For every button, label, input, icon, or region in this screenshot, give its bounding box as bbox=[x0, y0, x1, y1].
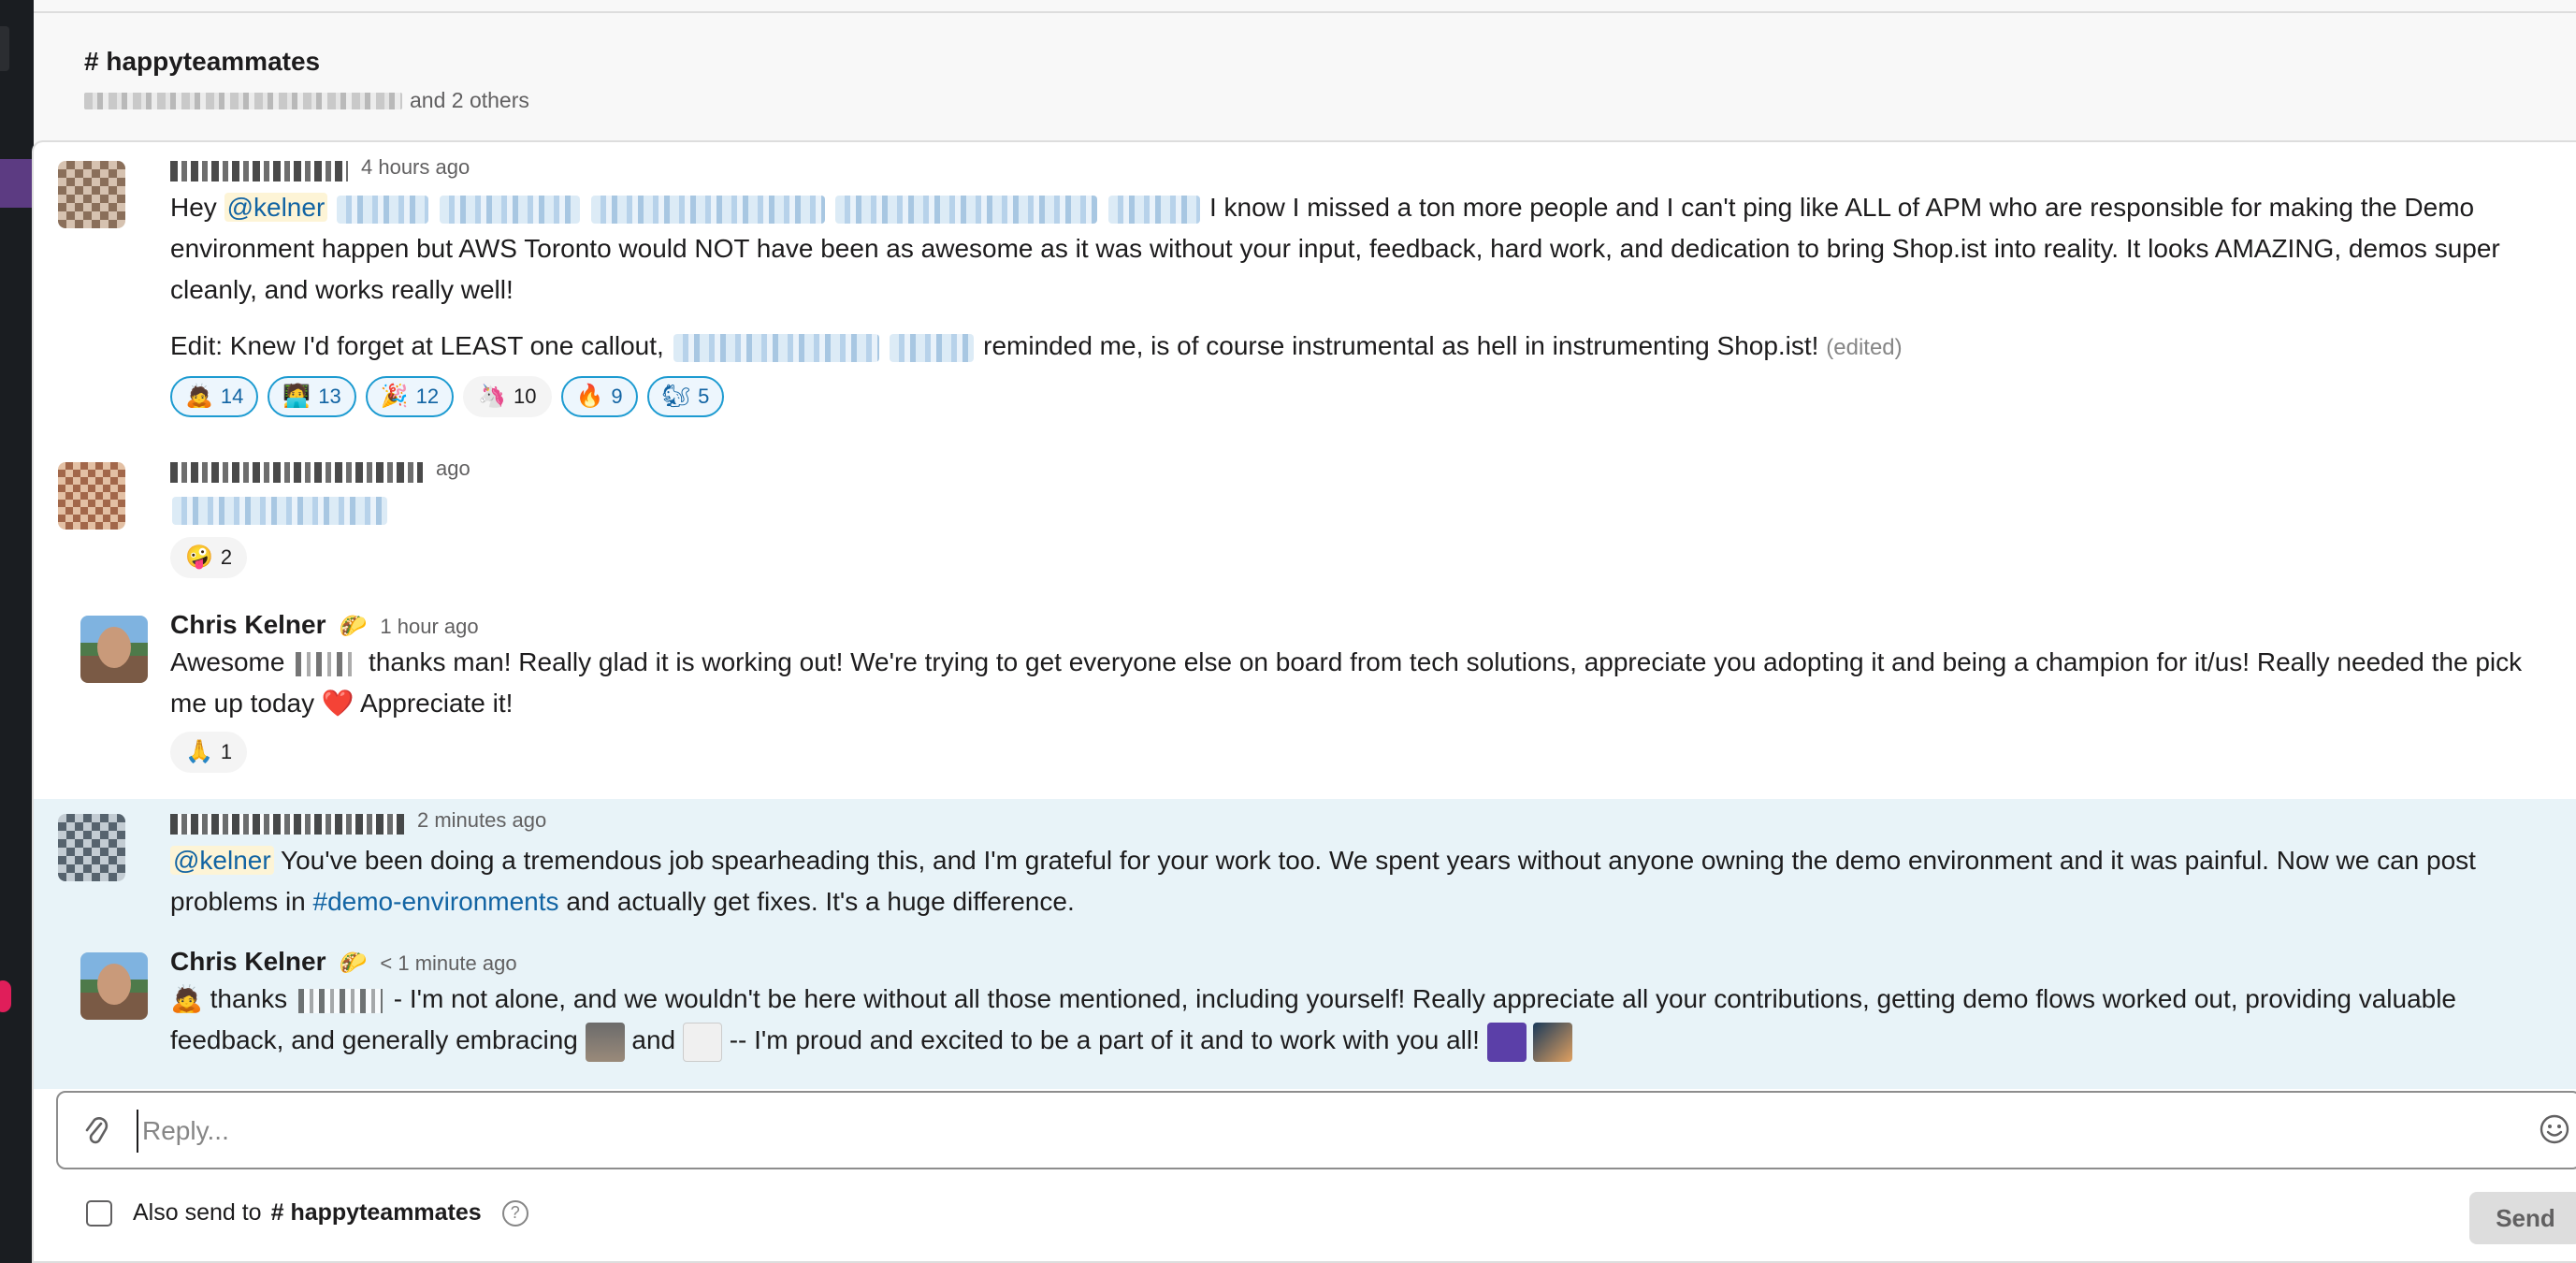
text-segment: Appreciate it! bbox=[360, 689, 514, 718]
timestamp[interactable]: ago bbox=[436, 457, 470, 480]
reactions bbox=[170, 537, 2555, 578]
custom-emoji-team bbox=[1533, 1023, 1572, 1062]
text-segment: thanks man! Really glad it is working out! We're trying to get everyone else on board from tech solutions, appreciate you adopting it and being a champion for it/us! Really needed the pick me up today bbox=[170, 647, 2523, 718]
workspace-sidebar bbox=[0, 0, 34, 1263]
channel-title[interactable] bbox=[84, 47, 529, 77]
reactions bbox=[170, 376, 2555, 417]
reaction-emoji: 🔥 bbox=[575, 384, 604, 409]
reaction-pill[interactable] bbox=[268, 376, 355, 417]
author-name[interactable]: Chris Kelner bbox=[170, 947, 326, 976]
author-name-redacted[interactable] bbox=[170, 814, 404, 835]
timestamp[interactable]: 1 hour ago bbox=[380, 615, 479, 638]
channel-members[interactable] bbox=[84, 88, 529, 113]
text-segment: and bbox=[631, 1025, 676, 1054]
reactions bbox=[170, 732, 2555, 773]
custom-emoji-purple bbox=[1487, 1023, 1527, 1062]
user-mention-redacted[interactable] bbox=[337, 196, 428, 224]
sidebar-active-item[interactable] bbox=[0, 159, 34, 208]
reaction-count: 10 bbox=[514, 385, 537, 408]
send-button[interactable]: Send bbox=[2469, 1192, 2576, 1244]
reaction-pill[interactable] bbox=[647, 376, 725, 417]
user-mention-redacted[interactable] bbox=[591, 196, 825, 224]
reaction-pill[interactable] bbox=[366, 376, 454, 417]
timestamp[interactable]: 4 hours ago bbox=[361, 155, 470, 179]
notification-badge bbox=[0, 980, 11, 1012]
reaction-pill[interactable] bbox=[170, 376, 258, 417]
message-text bbox=[170, 979, 2555, 1062]
reaction-count: 14 bbox=[220, 385, 244, 408]
text-segment: and actually get fixes. It's a huge difference. bbox=[566, 887, 1075, 916]
divider bbox=[34, 11, 2576, 13]
reply-composer bbox=[56, 1091, 2576, 1169]
question-circle-icon[interactable]: ? bbox=[502, 1200, 528, 1227]
message-highlighted bbox=[34, 799, 2576, 945]
message bbox=[34, 451, 2576, 606]
name-redacted bbox=[298, 989, 383, 1013]
paperclip-icon[interactable] bbox=[82, 1115, 112, 1149]
reaction-emoji: 🐿 bbox=[661, 384, 691, 409]
reaction-count: 1 bbox=[220, 740, 233, 763]
author-name[interactable]: Chris Kelner bbox=[170, 610, 326, 639]
reaction-pill[interactable] bbox=[463, 376, 551, 417]
user-mention-redacted[interactable] bbox=[673, 334, 879, 362]
message-text bbox=[170, 840, 2555, 922]
channel-header bbox=[84, 47, 529, 113]
channel-link[interactable]: #demo-environments bbox=[312, 887, 559, 916]
avatar[interactable] bbox=[80, 952, 148, 1020]
status-emoji: 🌮 bbox=[339, 614, 368, 639]
avatar[interactable] bbox=[80, 616, 148, 683]
message-text bbox=[170, 326, 2555, 369]
reaction-emoji: 🧑‍💻 bbox=[282, 384, 311, 409]
name-redacted bbox=[296, 652, 357, 676]
edited-label: (edited) bbox=[1826, 335, 1903, 360]
message-text bbox=[170, 488, 2555, 530]
message-highlighted bbox=[34, 945, 2576, 1089]
smiley-icon[interactable] bbox=[2537, 1113, 2572, 1149]
reaction-pill[interactable] bbox=[170, 732, 247, 773]
reply-input[interactable] bbox=[137, 1110, 2494, 1153]
reaction-pill[interactable] bbox=[561, 376, 638, 417]
message-text bbox=[170, 642, 2555, 724]
reaction-emoji: 🦄 bbox=[478, 384, 507, 409]
reaction-emoji: 🎉 bbox=[380, 384, 409, 409]
reaction-count: 5 bbox=[698, 385, 710, 408]
avatar[interactable] bbox=[58, 462, 125, 530]
members-suffix: and 2 others bbox=[410, 88, 529, 112]
user-mention[interactable]: @kelner bbox=[170, 846, 274, 875]
composer-footer bbox=[86, 1199, 528, 1227]
also-send-label: Also send to bbox=[133, 1199, 262, 1226]
avatar[interactable] bbox=[58, 814, 125, 881]
bow-emoji: 🙇 bbox=[170, 984, 203, 1013]
user-mention-redacted[interactable] bbox=[1108, 196, 1200, 224]
member-names-redacted bbox=[84, 93, 402, 109]
user-mention[interactable]: @kelner bbox=[224, 193, 328, 222]
reaction-emoji: 🙏 bbox=[185, 739, 213, 764]
reaction-count: 9 bbox=[611, 385, 623, 408]
reaction-count: 13 bbox=[318, 385, 341, 408]
author-name-redacted[interactable] bbox=[170, 462, 423, 483]
text-segment: I know I missed a ton more people and I can't ping like ALL of APM who are responsible for making the Demo environment happen but AWS Toronto would NOT have been as awesome as it was without your input, feedback, hard work, and dedication to bring Shop.ist into reality. It looks AMAZING, demos super cleanly, and works really well! bbox=[170, 193, 2500, 304]
text-segment: thanks bbox=[210, 984, 288, 1013]
author-name-redacted[interactable] bbox=[170, 161, 348, 181]
link-redacted[interactable] bbox=[172, 497, 387, 525]
text-segment: Edit: Knew I'd forget at LEAST one callout, bbox=[170, 331, 664, 360]
timestamp[interactable]: 2 minutes ago bbox=[417, 808, 547, 832]
reaction-emoji: 🤪 bbox=[185, 544, 213, 570]
heart-emoji: ❤️ bbox=[321, 689, 355, 718]
text-segment: Hey bbox=[170, 193, 217, 222]
status-emoji: 🌮 bbox=[339, 951, 368, 976]
text-segment: Awesome bbox=[170, 647, 285, 676]
text-segment: You've been doing a tremendous job spearheading this, and I'm grateful for your work too. We spent years without anyone owning the demo environment and it was painful. Now we can post problems in bbox=[170, 846, 2476, 916]
user-mention-redacted[interactable] bbox=[890, 334, 974, 362]
sidebar-item[interactable] bbox=[0, 26, 9, 71]
reaction-count: 2 bbox=[220, 545, 233, 569]
message bbox=[34, 606, 2576, 799]
avatar[interactable] bbox=[58, 161, 125, 228]
also-send-channel: # happyteammates bbox=[270, 1199, 482, 1226]
custom-emoji-sketch bbox=[683, 1023, 722, 1062]
text-segment: -- I'm proud and excited to be a part of it and to work with you all! bbox=[729, 1025, 1480, 1054]
message-text bbox=[170, 187, 2555, 311]
timestamp[interactable]: < 1 minute ago bbox=[380, 951, 517, 975]
user-mention-redacted[interactable] bbox=[440, 196, 580, 224]
message bbox=[34, 142, 2576, 451]
reaction-count: 12 bbox=[415, 385, 440, 408]
custom-emoji-face bbox=[586, 1023, 625, 1062]
reaction-emoji: 🙇 bbox=[185, 384, 213, 409]
reaction-pill[interactable] bbox=[170, 537, 247, 578]
channel-name: # happyteammates bbox=[84, 47, 321, 76]
text-segment: - I'm not alone, and we wouldn't be here without all those mentioned, including yourself! Really appreciate all your contributions, getting demo flows worked out, providing valuable feedback, and generally embracing bbox=[170, 984, 2457, 1054]
also-send-checkbox[interactable] bbox=[86, 1200, 112, 1227]
user-mention-redacted[interactable] bbox=[835, 196, 1097, 224]
text-segment: reminded me, is of course instrumental as hell in instrumenting Shop.ist! bbox=[983, 331, 1819, 360]
